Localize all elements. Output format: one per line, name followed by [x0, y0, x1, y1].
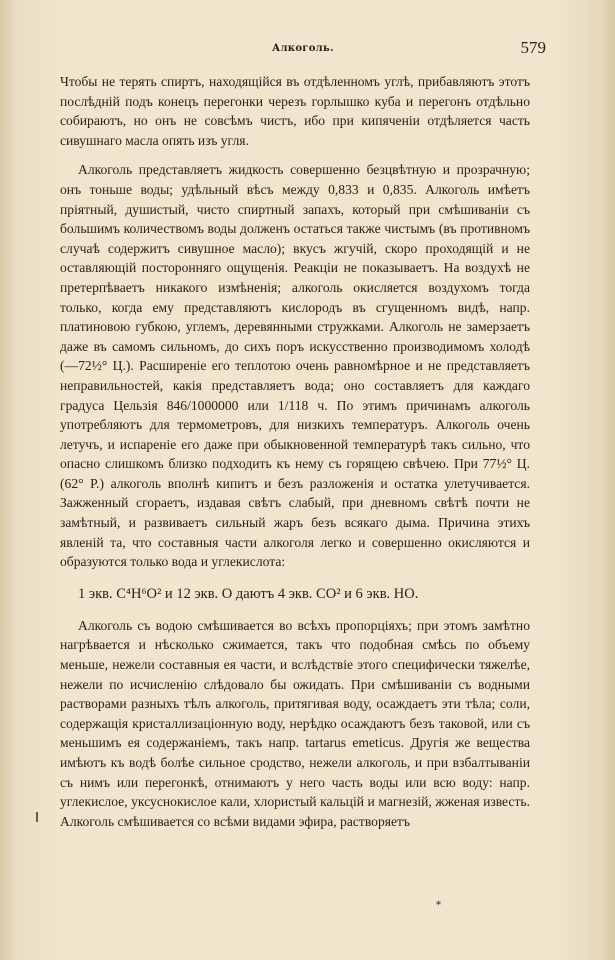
signature-mark: *: [436, 900, 441, 911]
paragraph-alcohol-properties: Алкоголь представляетъ жидкость совершенно безцвѣтную и прозрачную; онъ тоньше воды; удѣльный вѣсъ между 0,833 и 0,835. Алкоголь имѣетъ пріятный, душистый, чисто спиртный запахъ, который при смѣшиваніи съ большимъ количествомъ воды долженъ остаться также чистымъ (въ противномъ случаѣ содержитъ сивушное масло); вкусъ жгучій, скоро проходящій и не оставляющій посторонняго ощущенія. Реакціи не показываетъ. На воздухѣ не претерпѣваетъ никакого измѣненія; алкоголь окисляется воздухомъ тогда только, когда ему представляютъ кислородъ въ сгущенномъ видѣ, напр. платиновою губкою, углемъ, деревянными стружками. Алкоголь не замерзаетъ даже въ самомъ сильномъ, до сихъ поръ искусственно производимомъ холодѣ (—72½° Ц.). Расширеніе его теплотою очень равномѣрное и не представляетъ неправильностей, какія представляетъ вода; оно составляетъ для каждаго градуса Цельзія 846/1000000 или 1/118 ч. По этимъ причинамъ алкоголь употребляютъ для термометровъ, для низкихъ температуръ. Алкоголь очень летучъ, и испареніе его даже при обыкновенной температурѣ такъ сильно, что опасно слишкомъ близко подходить къ нему съ горящею свѣчею. При 77½° Ц. (62° Р.) алкоголь вполнѣ кипитъ и безъ разложенія и остатка улетучивается. Зажженный сгораетъ, издавая свѣтъ слабый, при дневномъ свѣтѣ почти не замѣтный, и развиваетъ сильный жаръ безъ всякаго дыма. Причина этихъ явленій та, что составныя части алкоголя легко и совершенно окисляются и образуются только вода и углекислота:: [60, 162, 530, 570]
paragraph-continuation: Чтобы не терять спиртъ, находящійся въ отдѣленномъ углѣ, прибавляютъ этотъ послѣдній подъ конецъ перегонки черезъ горлышко куба и перегонъ отдѣльно собираютъ, но онъ не совсѣмъ чистъ, ибо при кипяченіи отдѣляется часть сивушнаго масла опять изъ угля.: [60, 74, 530, 148]
running-title: Алкоголь.: [272, 43, 334, 54]
page-number: 579: [520, 38, 546, 57]
combustion-formula: 1 экв. C⁴H⁶O² и 12 экв. O даютъ 4 экв. CO² и 6 экв. HO.: [78, 585, 419, 602]
page-header: [60, 38, 546, 60]
paragraph-alcohol-mixing: Алкоголь съ водою смѣшивается во всѣхъ пропорціяхъ; при этомъ замѣтно нагрѣвается и нѣсколько сжимается, такъ что подобная смѣсь по объему меньше, нежели составныя ея части, и вслѣдствіе этого специфически тяжелѣе, нежели по исчисленію слѣдовало бы ожидать. При смѣшиваніи съ водными растворами разныхъ тѣлъ алкоголь, притягивая воду, осаждаетъ эти тѣла; соли, содержащія кристаллизаціонную воду, нерѣдко осаждаютъ безъ таковой, или съ меньшимъ ея содержаніемъ, такъ напр. tartarus emeticus. Другія же вещества имѣютъ къ водѣ болѣе сильное сродство, нежели алкоголь, и при взбалтываніи съ нимъ или перегонкѣ, отнимаютъ у него часть воды или всю воду: напр. углекислое, уксуснокислое кали, хлористый кальцій и магнезій, жженая известь. Алкоголь смѣшивается со всѣми видами эфира, растворяетъ: [60, 617, 530, 829]
body-text: [60, 72, 530, 831]
margin-mark: [36, 812, 38, 822]
